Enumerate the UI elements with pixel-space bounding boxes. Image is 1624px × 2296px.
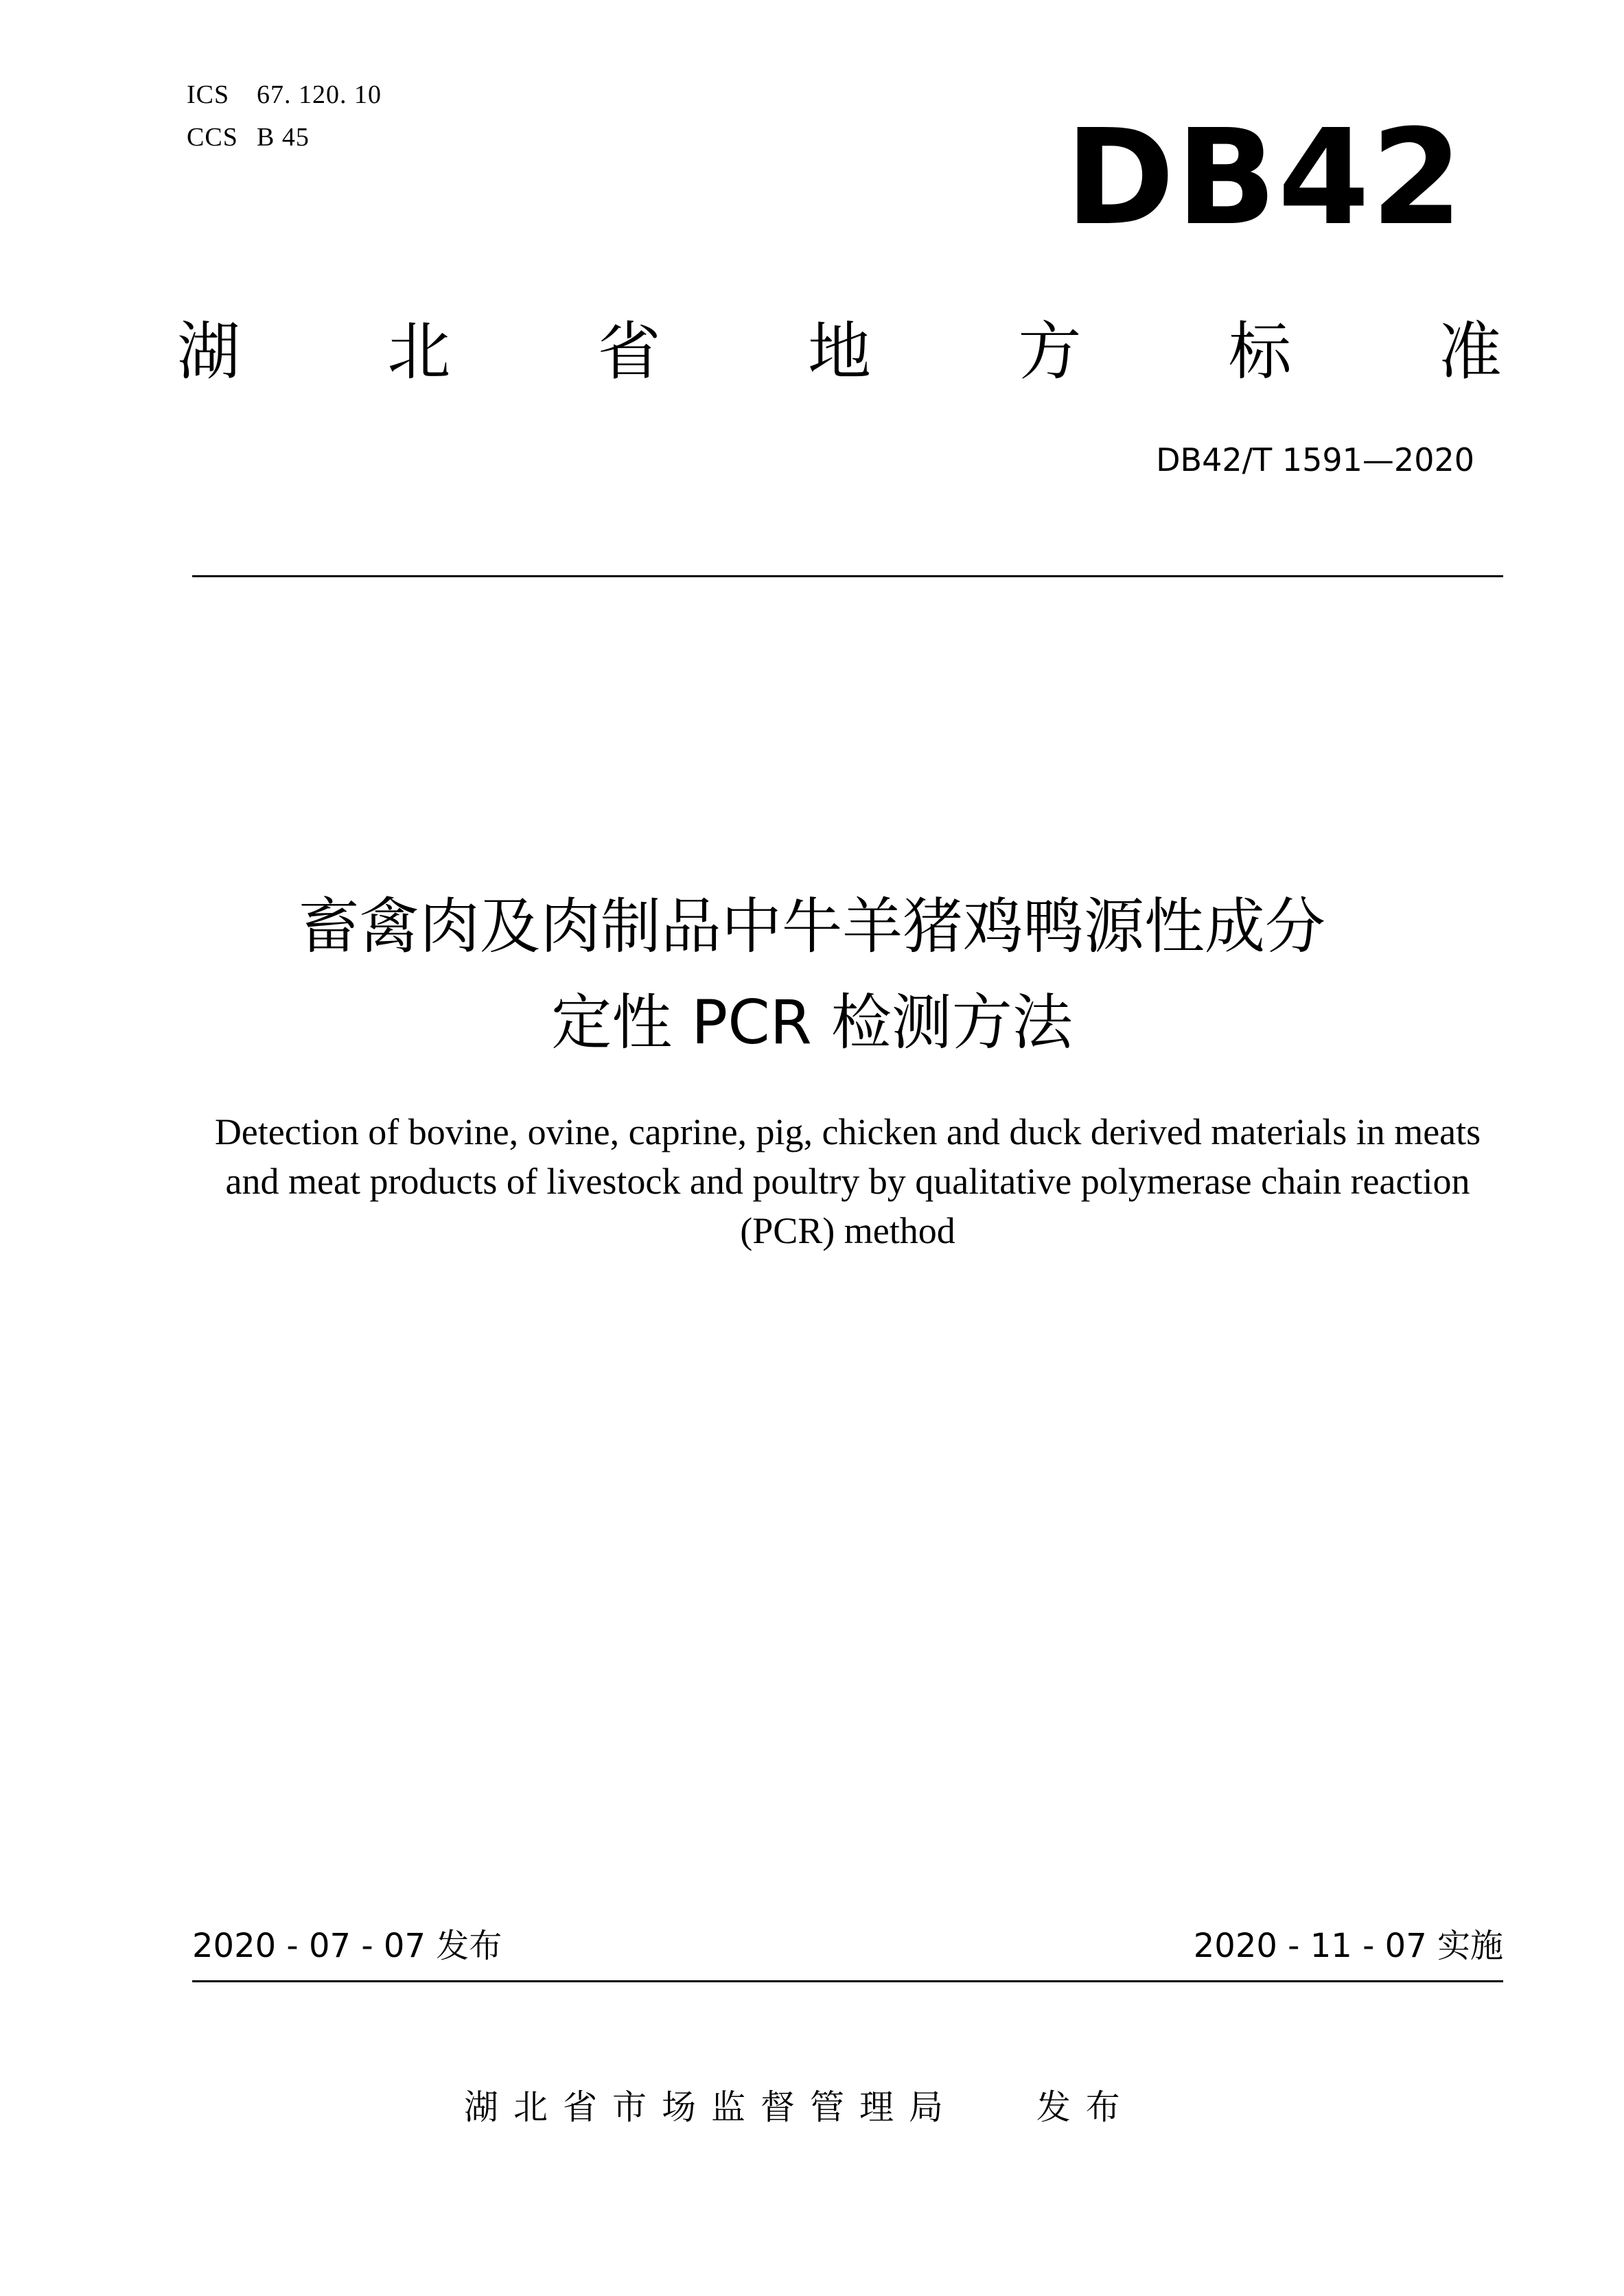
- ccs-code: [187, 117, 310, 158]
- standard-type-char: 标: [1228, 315, 1292, 389]
- standard-type-char: 准: [1438, 315, 1502, 389]
- ics-code: [187, 74, 382, 115]
- ics-value: 67. 120. 10: [257, 80, 382, 109]
- english-title-line-1: Detection of bovine, ovine, caprine, pig, chicken and duck derived materials in meats: [214, 1111, 1481, 1152]
- issuer-action: 发布: [1036, 2087, 1135, 2127]
- chinese-title-line-2: 定性 PCR 检测方法: [551, 987, 1073, 1058]
- top-divider: [192, 575, 1503, 577]
- issue-date: 2020 - 07 - 07 发布: [192, 1927, 502, 1965]
- english-title: [165, 1107, 1531, 1255]
- issuer-line: [464, 2083, 1135, 2131]
- db42-logo: DB42: [1065, 102, 1464, 255]
- standard-type-char: 湖: [177, 315, 241, 389]
- standard-type-char: 方: [1018, 315, 1082, 389]
- standard-type-heading: [177, 314, 1502, 390]
- ccs-label: CCS: [187, 123, 238, 152]
- ics-label: ICS: [187, 80, 230, 109]
- ccs-value: B 45: [257, 123, 310, 152]
- standard-number: DB42/T 1591—2020: [1156, 441, 1474, 478]
- chinese-title-line-1: 畜禽肉及肉制品中牛羊猪鸡鸭源性成分: [298, 891, 1325, 962]
- chinese-title: [0, 879, 1624, 1071]
- implementation-date: 2020 - 11 - 07 实施: [1193, 1927, 1503, 1965]
- english-title-line-3: (PCR) method: [740, 1210, 955, 1251]
- standard-type-char: 省: [597, 315, 661, 389]
- standard-type-char: 北: [387, 315, 451, 389]
- bottom-divider: [192, 1980, 1503, 1982]
- standard-type-char: 地: [807, 315, 871, 389]
- issuer-name: 湖北省市场监督管理局: [464, 2087, 958, 2127]
- english-title-line-2: and meat products of livestock and poultry by qualitative polymerase chain reaction: [225, 1161, 1470, 1202]
